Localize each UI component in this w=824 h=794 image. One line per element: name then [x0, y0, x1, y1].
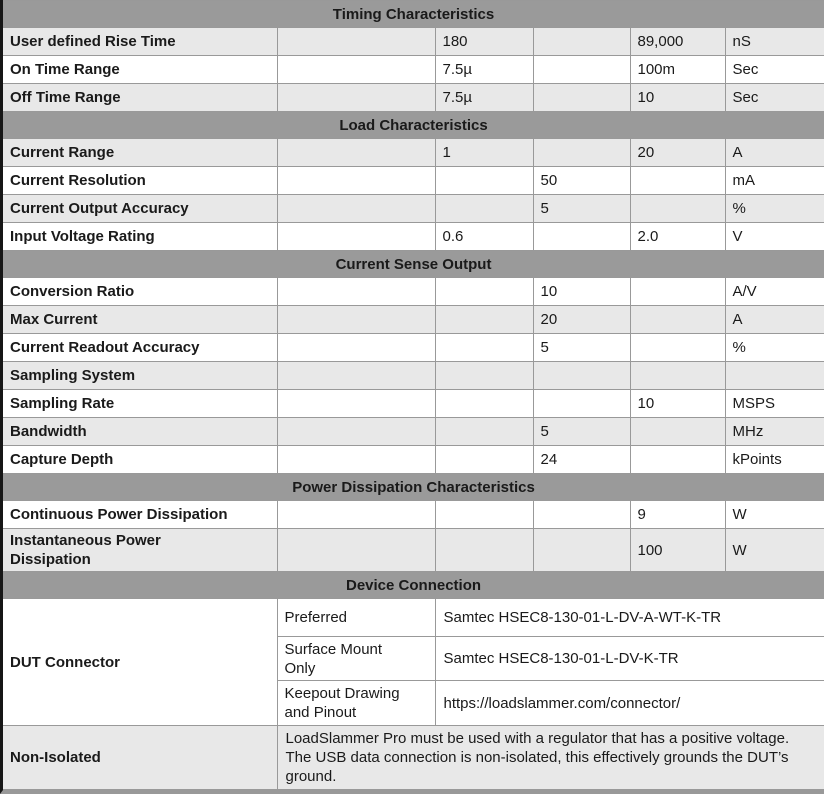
- param-label-cell: [3, 84, 277, 112]
- typ-value-cell: 5: [533, 195, 630, 223]
- connector-type-cell: [277, 681, 435, 726]
- condition-cell: [277, 529, 435, 572]
- unit-cell: MSPS: [725, 390, 824, 418]
- param-label-cell: [3, 195, 277, 223]
- unit-cell: V: [725, 223, 824, 251]
- condition-cell: [277, 501, 435, 529]
- section-title: Load Characteristics: [3, 112, 824, 139]
- condition-cell: [277, 334, 435, 362]
- min-value-cell: [435, 390, 533, 418]
- spec-table: [3, 0, 824, 790]
- min-value-cell: [435, 446, 533, 474]
- connector-type-label: Preferred: [284, 609, 348, 626]
- param-label: Sampling Rate: [10, 395, 115, 412]
- max-value-cell: 100m: [630, 56, 725, 84]
- table-row: [3, 56, 824, 84]
- min-value-cell: [435, 167, 533, 195]
- param-label-cell: [3, 390, 277, 418]
- min-value-cell: [435, 501, 533, 529]
- param-label-cell: [3, 139, 277, 167]
- section-header-row: [3, 251, 824, 278]
- typ-value-cell: 20: [533, 306, 630, 334]
- min-value-cell: 180: [435, 28, 533, 56]
- param-label: Current Output Accuracy: [10, 200, 189, 217]
- param-label-cell: [3, 418, 277, 446]
- unit-cell: MHz: [725, 418, 824, 446]
- section-title: Device Connection: [3, 572, 824, 599]
- note-label-cell: Non-Isolated: [3, 726, 277, 790]
- typ-value-cell: 24: [533, 446, 630, 474]
- note-text-cell: LoadSlammer Pro must be used with a regulator that has a positive voltage. The USB data connection is non-isolated, this effectively grounds the DUT’s ground.: [277, 726, 824, 790]
- table-row: [3, 84, 824, 112]
- min-value-cell: [435, 306, 533, 334]
- max-value-cell: [630, 446, 725, 474]
- max-value-cell: [630, 195, 725, 223]
- min-value-cell: [435, 278, 533, 306]
- condition-cell: [277, 84, 435, 112]
- param-label-cell: [3, 529, 277, 572]
- table-row: [3, 446, 824, 474]
- connector-type-cell: [277, 637, 435, 681]
- min-value-cell: 7.5µ: [435, 84, 533, 112]
- max-value-cell: 20: [630, 139, 725, 167]
- max-value-cell: [630, 362, 725, 390]
- typ-value-cell: [533, 362, 630, 390]
- max-value-cell: [630, 306, 725, 334]
- param-label: On Time Range: [10, 61, 120, 78]
- unit-cell: W: [725, 501, 824, 529]
- table-row: [3, 529, 824, 572]
- max-value-cell: 10: [630, 390, 725, 418]
- unit-cell: Sec: [725, 84, 824, 112]
- unit-cell: mA: [725, 167, 824, 195]
- min-value-cell: [435, 362, 533, 390]
- condition-cell: [277, 139, 435, 167]
- connector-label-cell: DUT Connector: [3, 599, 277, 726]
- param-label: Conversion Ratio: [10, 283, 135, 300]
- param-label-cell: [3, 362, 277, 390]
- unit-cell: A: [725, 306, 824, 334]
- condition-cell: [277, 306, 435, 334]
- min-value-cell: 1: [435, 139, 533, 167]
- typ-value-cell: [533, 223, 630, 251]
- connector-row: [3, 599, 824, 637]
- table-row: [3, 28, 824, 56]
- section-header-row: [3, 112, 824, 139]
- section-header-row: [3, 572, 824, 599]
- param-label-cell: [3, 446, 277, 474]
- param-label-cell: [3, 306, 277, 334]
- unit-cell: %: [725, 334, 824, 362]
- unit-cell: nS: [725, 28, 824, 56]
- table-row: [3, 390, 824, 418]
- max-value-cell: [630, 334, 725, 362]
- condition-cell: [277, 167, 435, 195]
- condition-cell: [277, 390, 435, 418]
- typ-value-cell: 50: [533, 167, 630, 195]
- table-row: [3, 278, 824, 306]
- section-title: Power Dissipation Characteristics: [3, 474, 824, 501]
- param-label: Instantaneous Power Dissipation: [10, 532, 161, 568]
- param-label: Continuous Power Dissipation: [10, 506, 228, 523]
- param-label-cell: [3, 223, 277, 251]
- param-label: Current Range: [10, 144, 115, 161]
- param-label: Current Resolution: [10, 172, 146, 189]
- condition-cell: [277, 223, 435, 251]
- connector-value-cell: Samtec HSEC8-130-01-L-DV-K-TR: [435, 637, 824, 681]
- param-label: Capture Depth: [10, 451, 114, 468]
- param-label-cell: [3, 278, 277, 306]
- connector-type-label: Surface Mount Only: [284, 640, 383, 677]
- condition-cell: [277, 278, 435, 306]
- unit-cell: A: [725, 139, 824, 167]
- section-header-row: [3, 474, 824, 501]
- condition-cell: [277, 28, 435, 56]
- param-label: Sampling System: [10, 367, 136, 384]
- max-value-cell: 9: [630, 501, 725, 529]
- section-title: Timing Characteristics: [3, 1, 824, 28]
- unit-cell: %: [725, 195, 824, 223]
- unit-cell: [725, 362, 824, 390]
- max-value-cell: [630, 418, 725, 446]
- max-value-cell: [630, 278, 725, 306]
- unit-cell: kPoints: [725, 446, 824, 474]
- param-label-cell: [3, 56, 277, 84]
- typ-value-cell: 5: [533, 334, 630, 362]
- typ-value-cell: 10: [533, 278, 630, 306]
- max-value-cell: 100: [630, 529, 725, 572]
- param-label: User defined Rise Time: [10, 33, 176, 50]
- table-row: [3, 139, 824, 167]
- min-value-cell: [435, 529, 533, 572]
- param-label: Off Time Range: [10, 89, 121, 106]
- param-label: Max Current: [10, 311, 98, 328]
- param-label-cell: [3, 167, 277, 195]
- min-value-cell: [435, 418, 533, 446]
- min-value-cell: 7.5µ: [435, 56, 533, 84]
- table-row: [3, 195, 824, 223]
- param-label-cell: [3, 28, 277, 56]
- note-row: [3, 726, 824, 790]
- unit-cell: A/V: [725, 278, 824, 306]
- condition-cell: [277, 362, 435, 390]
- section-header-row: [3, 1, 824, 28]
- max-value-cell: 2.0: [630, 223, 725, 251]
- typ-value-cell: [533, 139, 630, 167]
- connector-value-cell: Samtec HSEC8-130-01-L-DV-A-WT-K-TR: [435, 599, 824, 637]
- table-row: [3, 167, 824, 195]
- min-value-cell: [435, 195, 533, 223]
- table-row: [3, 223, 824, 251]
- table-row: [3, 418, 824, 446]
- min-value-cell: [435, 334, 533, 362]
- connector-type-cell: [277, 599, 435, 637]
- typ-value-cell: [533, 390, 630, 418]
- unit-cell: Sec: [725, 56, 824, 84]
- max-value-cell: 89,000: [630, 28, 725, 56]
- min-value-cell: 0.6: [435, 223, 533, 251]
- table-row: [3, 501, 824, 529]
- condition-cell: [277, 56, 435, 84]
- condition-cell: [277, 195, 435, 223]
- param-label-cell: [3, 501, 277, 529]
- condition-cell: [277, 446, 435, 474]
- max-value-cell: 10: [630, 84, 725, 112]
- section-title: Current Sense Output: [3, 251, 824, 278]
- typ-value-cell: [533, 28, 630, 56]
- table-row: [3, 334, 824, 362]
- typ-value-cell: [533, 84, 630, 112]
- connector-value-cell: https://loadslammer.com/connector/: [435, 681, 824, 726]
- max-value-cell: [630, 167, 725, 195]
- param-label: Input Voltage Rating: [10, 228, 155, 245]
- condition-cell: [277, 418, 435, 446]
- param-label: Bandwidth: [10, 423, 87, 440]
- table-row: [3, 306, 824, 334]
- param-label: Current Readout Accuracy: [10, 339, 200, 356]
- typ-value-cell: [533, 501, 630, 529]
- typ-value-cell: [533, 56, 630, 84]
- connector-type-label: Keepout Drawing and Pinout: [284, 685, 400, 721]
- table-row: [3, 362, 824, 390]
- param-label-cell: [3, 334, 277, 362]
- typ-value-cell: 5: [533, 418, 630, 446]
- unit-cell: W: [725, 529, 824, 572]
- typ-value-cell: [533, 529, 630, 572]
